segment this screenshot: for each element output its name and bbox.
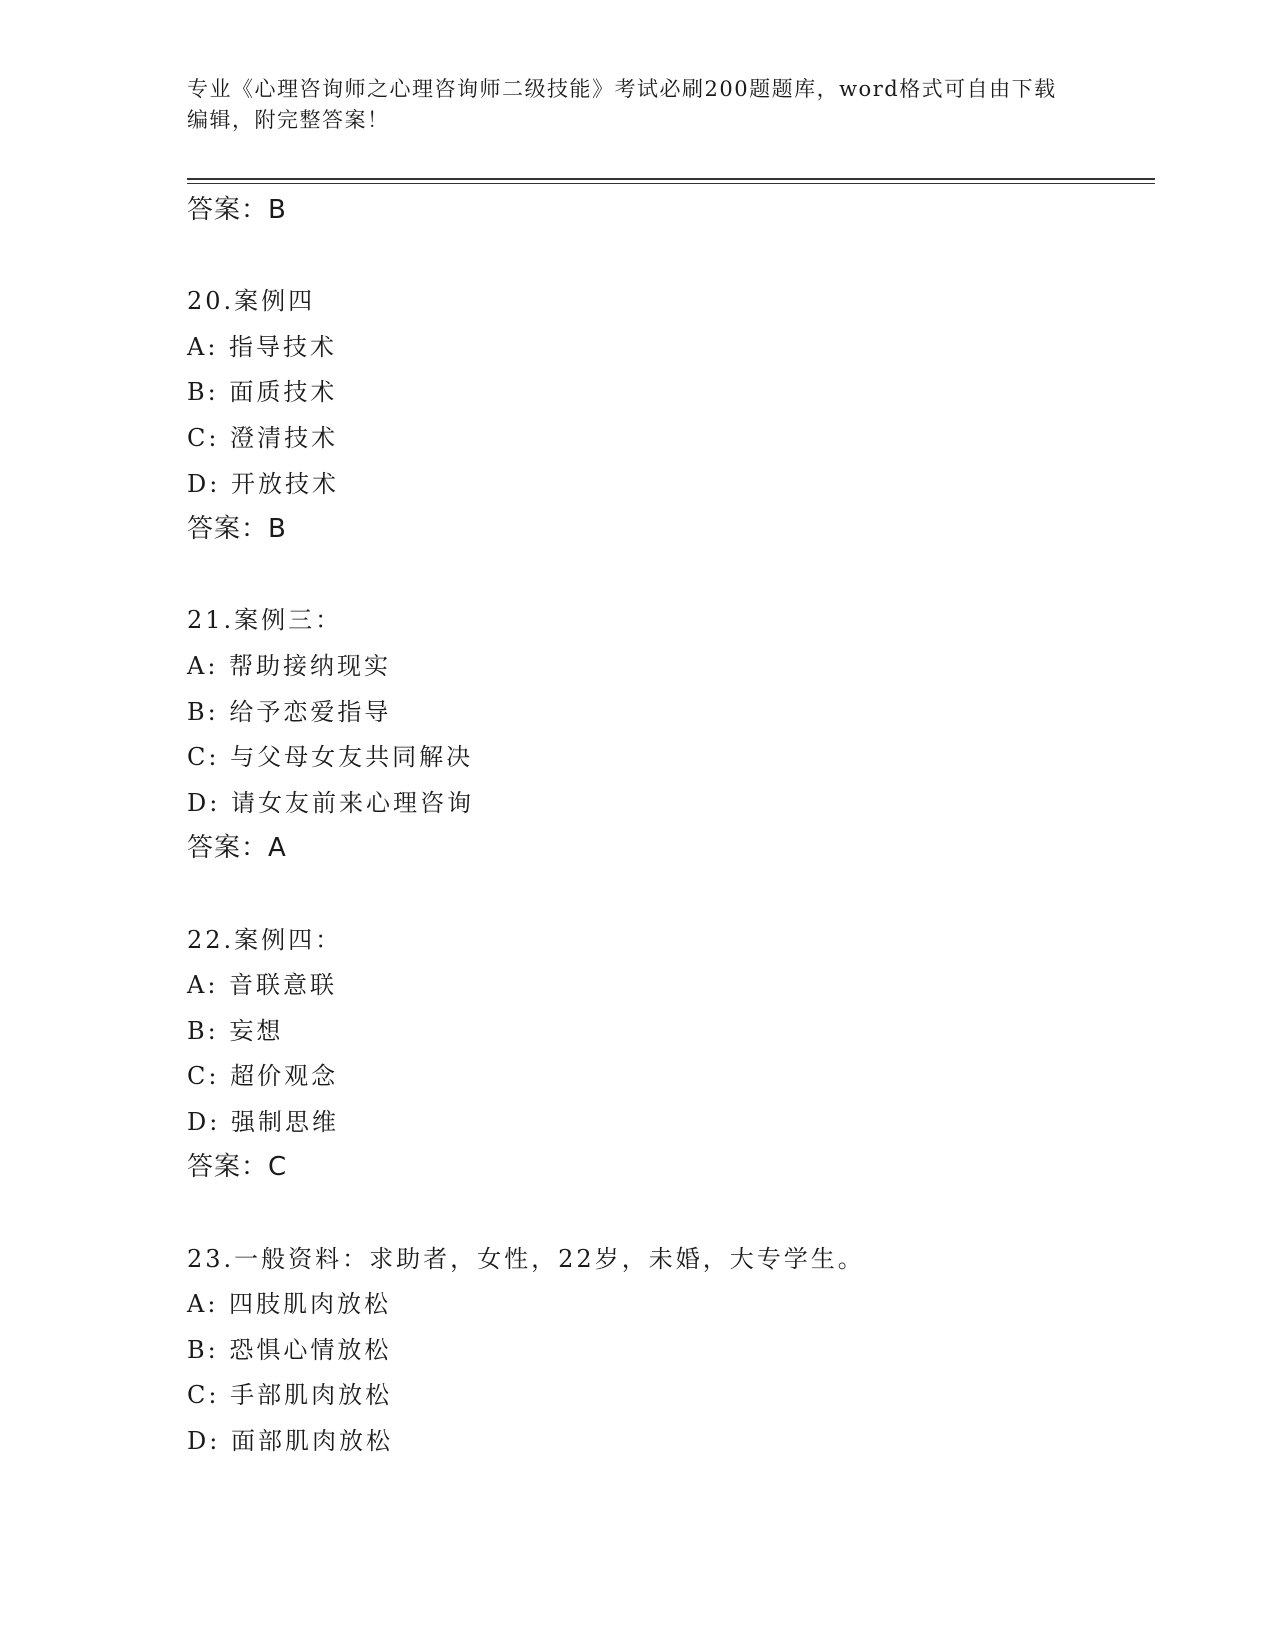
question-answer: 答案：C (187, 1152, 288, 1183)
option-b: B: 给予恋爱指导 (187, 697, 392, 726)
option-a: A: 帮助接纳现实 (187, 651, 392, 680)
option-c: C: 超价观念 (187, 1062, 339, 1091)
previous-answer: 答案：B (187, 195, 287, 225)
question-answer: 答案：B (187, 514, 287, 545)
option-d: D: 面部肌肉放松 (187, 1427, 393, 1456)
option-d: D: 开放技术 (187, 469, 339, 498)
question-20 (187, 279, 1155, 553)
option-a: A: 四肢肌肉放松 (187, 1290, 392, 1319)
question-answer: 答案：A (187, 833, 287, 864)
question-23 (187, 1237, 1155, 1465)
option-a: A: 音联意联 (187, 971, 338, 1000)
question-title: 20.案例四 (187, 287, 316, 316)
question-list (187, 188, 1155, 1465)
question-title: 21.案例三： (187, 606, 343, 635)
option-d: D: 请女友前来心理咨询 (187, 788, 474, 817)
option-c: C: 与父母女友共同解决 (187, 743, 474, 772)
question-title: 23.一般资料：求助者，女性，22岁，未婚，大专学生。 (187, 1244, 865, 1273)
option-d: D: 强制思维 (187, 1107, 339, 1136)
question-22 (187, 918, 1155, 1192)
header-divider-thin (187, 183, 1155, 184)
question-title: 22.案例四： (187, 925, 343, 954)
option-a: A: 指导技术 (187, 332, 338, 361)
header-divider-thick (187, 178, 1155, 180)
option-b: B: 面质技术 (187, 378, 338, 407)
option-c: C: 手部肌肉放松 (187, 1381, 393, 1410)
document-header: 专业《心理咨询师之心理咨询师二级技能》考试必刷200题题库，word格式可自由下载编辑，附完整答案！ (187, 77, 1057, 132)
option-b: B: 妄想 (187, 1016, 284, 1045)
option-c: C: 澄清技术 (187, 423, 339, 452)
question-21 (187, 598, 1155, 872)
option-b: B: 恐惧心情放松 (187, 1335, 392, 1364)
